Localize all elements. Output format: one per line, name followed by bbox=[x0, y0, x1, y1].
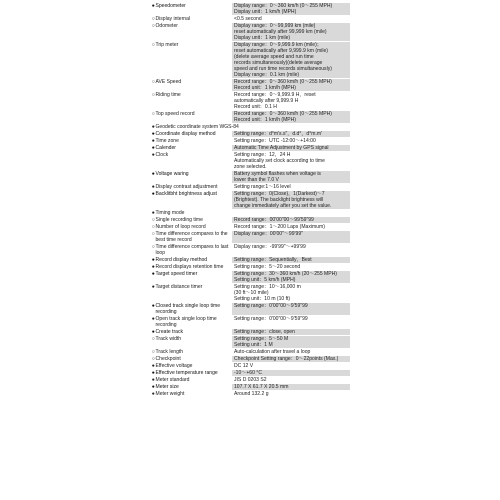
spec-label-cell bbox=[150, 23, 232, 41]
spec-label-cell bbox=[150, 271, 232, 283]
spec-value-cell bbox=[232, 224, 350, 230]
spec-value-line: Record range：0～360 km/h (0～255 MPH) bbox=[234, 79, 332, 85]
spec-value-cell bbox=[232, 363, 350, 369]
spec-value-cell bbox=[232, 231, 350, 243]
spec-value-line: DC 12 V bbox=[234, 363, 254, 369]
spec-value-cell bbox=[232, 271, 350, 283]
spec-value-line: zone selected. bbox=[234, 164, 267, 170]
spec-row bbox=[150, 124, 350, 131]
spec-value-cell bbox=[232, 79, 350, 91]
spec-value-line: Setting unit：10 m (10 ft) bbox=[234, 296, 291, 302]
spec-label: Create track bbox=[155, 329, 183, 335]
spec-row bbox=[150, 363, 350, 370]
filled-bullet-icon: ● bbox=[151, 316, 155, 322]
spec-label: Odometer bbox=[155, 23, 178, 29]
spec-value-line: reset automatically after 9,999.9 km (mile) bbox=[234, 48, 328, 54]
spec-row bbox=[150, 384, 350, 391]
spec-label: Target distance timer bbox=[155, 284, 203, 290]
spec-value-line: Setting range：5～50 M bbox=[234, 336, 289, 342]
spec-label-cell bbox=[150, 284, 232, 302]
spec-label-cell bbox=[150, 377, 232, 383]
spec-value-cell bbox=[232, 152, 350, 170]
spec-row bbox=[150, 284, 350, 303]
spec-label-cell bbox=[150, 329, 232, 335]
spec-value-cell bbox=[232, 336, 350, 348]
spec-label: Calender bbox=[155, 145, 176, 151]
spec-value-line: Display range：-99'99"～+99'99 bbox=[234, 244, 306, 250]
spec-row bbox=[150, 92, 350, 111]
spec-value-line: Battery symbol flashes when voltage is bbox=[234, 171, 321, 177]
spec-label: Record display method bbox=[155, 257, 208, 263]
hollow-bullet-icon: ○ bbox=[151, 356, 155, 362]
spec-value-cell bbox=[232, 23, 350, 41]
spec-value-line: Display range：0～99,999 km (mile) bbox=[234, 23, 316, 29]
hollow-bullet-icon: ○ bbox=[151, 79, 155, 85]
spec-label: AVE Speed bbox=[155, 79, 182, 85]
spec-value-cell bbox=[232, 316, 350, 328]
spec-label-cell bbox=[150, 3, 232, 15]
spec-value-line: Display range：0～360 km/h (0～255 MPH) bbox=[234, 3, 333, 9]
spec-value-line: Setting unit：1 M bbox=[234, 342, 273, 348]
spec-label: Single recording time bbox=[155, 217, 203, 223]
spec-label-cell bbox=[150, 391, 232, 397]
spec-label-cell bbox=[150, 145, 232, 151]
spec-label: Number of loop record bbox=[155, 224, 206, 230]
spec-label: Checkpoint bbox=[155, 356, 181, 362]
hollow-bullet-icon: ○ bbox=[151, 16, 155, 22]
spec-value-line: Setting range：5～20 second bbox=[234, 264, 301, 270]
spec-value-cell bbox=[232, 356, 350, 362]
spec-value-line: Checkpoint Setting range：0～22points (Max.) bbox=[234, 356, 339, 362]
spec-label-cell bbox=[150, 191, 232, 209]
hollow-bullet-icon: ○ bbox=[151, 244, 155, 250]
spec-label-cell bbox=[150, 370, 232, 376]
spec-row bbox=[150, 191, 350, 210]
spec-value-line: JIS D 0203 S2 bbox=[234, 377, 267, 383]
spec-value-line: (delete average speed and run time bbox=[234, 54, 314, 60]
spec-value-cell bbox=[232, 145, 350, 151]
spec-label-cell bbox=[150, 384, 232, 390]
spec-label-cell bbox=[150, 152, 232, 170]
filled-bullet-icon: ● bbox=[151, 370, 155, 376]
hollow-bullet-icon: ○ bbox=[151, 224, 155, 230]
spec-row bbox=[150, 356, 350, 363]
spec-value-cell bbox=[232, 184, 350, 190]
spec-value-line: Record range：0～9,999.9 H，reset bbox=[234, 92, 316, 98]
spec-label: Trip meter bbox=[155, 42, 179, 48]
spec-value-cell bbox=[232, 191, 350, 209]
spec-value-line: Setting unit：5 km/h (MPH) bbox=[234, 277, 296, 283]
spec-label: Meter size bbox=[155, 384, 179, 390]
filled-bullet-icon: ● bbox=[151, 377, 155, 383]
spec-value-line: Record range：0～360 km/h (0～255 MPH) bbox=[234, 111, 332, 117]
spec-row bbox=[150, 171, 350, 184]
spec-label: Meter weight bbox=[155, 391, 185, 397]
spec-value-line: Automatic Time Adjustment by GPS signal bbox=[234, 145, 329, 151]
spec-value-line: <0.5 second bbox=[234, 16, 262, 22]
spec-row bbox=[150, 329, 350, 336]
spec-value-line: Display range：0.1 km (mile) bbox=[234, 72, 300, 78]
spec-row bbox=[150, 111, 350, 124]
spec-label: Top speed record bbox=[155, 111, 195, 117]
spec-label-cell bbox=[150, 356, 232, 362]
spec-row bbox=[150, 349, 350, 356]
hollow-bullet-icon: ○ bbox=[151, 92, 155, 98]
spec-value-cell bbox=[232, 257, 350, 263]
spec-table bbox=[150, 3, 350, 398]
spec-value-cell bbox=[232, 171, 350, 183]
spec-value-line: -10～+60 °C bbox=[234, 370, 262, 376]
spec-value-cell bbox=[232, 329, 350, 335]
spec-row bbox=[150, 184, 350, 191]
spec-label-cell bbox=[150, 79, 232, 91]
spec-value-cell bbox=[232, 303, 350, 315]
filled-bullet-icon: ● bbox=[151, 210, 155, 216]
spec-label: Effective voltage bbox=[155, 363, 193, 369]
spec-row bbox=[150, 316, 350, 329]
spec-label: Time zone bbox=[155, 138, 179, 144]
spec-value-cell bbox=[232, 377, 350, 383]
spec-value-line: automatically after 9,999.9 H bbox=[234, 98, 299, 104]
spec-value-line: change immediately after you set the value. bbox=[234, 203, 332, 209]
spec-row bbox=[150, 303, 350, 316]
spec-label-cell bbox=[150, 16, 232, 22]
spec-value-cell bbox=[232, 16, 350, 22]
spec-section-heading bbox=[150, 210, 350, 216]
spec-value-cell bbox=[232, 138, 350, 144]
filled-bullet-icon: ● bbox=[151, 271, 155, 277]
spec-label: Clock bbox=[155, 152, 169, 158]
spec-row bbox=[150, 42, 350, 79]
spec-label-cell bbox=[150, 171, 232, 183]
spec-value-line: Setting range：d°m's.s"，d.d°，d°m.m' bbox=[234, 131, 323, 137]
spec-value-line: Automatically set clock according to time bbox=[234, 158, 325, 164]
spec-value-line: Around 132.2 g bbox=[234, 391, 269, 397]
spec-value-cell bbox=[232, 92, 350, 110]
filled-bullet-icon: ● bbox=[151, 3, 155, 9]
spec-label-cell bbox=[150, 264, 232, 270]
filled-bullet-icon: ● bbox=[151, 363, 155, 369]
spec-label-cell bbox=[150, 244, 232, 256]
filled-bullet-icon: ● bbox=[151, 152, 155, 158]
spec-value-cell bbox=[232, 384, 350, 390]
spec-row bbox=[150, 271, 350, 284]
spec-value-line: lower than the 7.0 V bbox=[234, 177, 279, 183]
spec-label-cell bbox=[150, 92, 232, 110]
spec-value-cell bbox=[232, 391, 350, 397]
spec-value-line: speed and run time records simultaneously) bbox=[234, 66, 332, 72]
spec-label: Closed track single loop time recording bbox=[155, 303, 221, 315]
spec-value-line: Setting range：Sequentially，Best bbox=[234, 257, 312, 263]
filled-bullet-icon: ● bbox=[151, 171, 155, 177]
filled-bullet-icon: ● bbox=[151, 138, 155, 144]
spec-label: Display internal bbox=[155, 16, 191, 22]
spec-value-line: reset automatically after 99,999 km (mile) bbox=[234, 29, 327, 35]
spec-label: Time difference compares to last loop bbox=[155, 244, 229, 256]
spec-section-heading bbox=[150, 124, 350, 130]
spec-value-line: Setting range：UTC -12:00～+14:00 bbox=[234, 138, 316, 144]
spec-value-line: Setting range：0(Close)，1(Darkest)～7 bbox=[234, 191, 325, 197]
filled-bullet-icon: ● bbox=[151, 131, 155, 137]
spec-value-line: Display range：0～9,999.9 km (mile)； bbox=[234, 42, 322, 48]
spec-row bbox=[150, 138, 350, 145]
spec-value-line: (Brightest). The backlight brightness will bbox=[234, 197, 324, 203]
filled-bullet-icon: ● bbox=[151, 184, 155, 190]
spec-row bbox=[150, 131, 350, 138]
spec-label: Target speed timer bbox=[155, 271, 198, 277]
spec-label: Time difference compares to the best time record bbox=[155, 231, 228, 243]
spec-row bbox=[150, 224, 350, 231]
spec-row bbox=[150, 231, 350, 244]
spec-value-cell bbox=[232, 264, 350, 270]
spec-label: Backlitbht brightness adjust bbox=[155, 191, 217, 197]
spec-value-cell bbox=[232, 244, 350, 256]
spec-label-cell bbox=[150, 111, 232, 123]
spec-value-cell bbox=[232, 284, 350, 302]
filled-bullet-icon: ● bbox=[151, 303, 155, 309]
spec-value-cell bbox=[232, 370, 350, 376]
spec-value-cell bbox=[232, 217, 350, 223]
filled-bullet-icon: ● bbox=[151, 284, 155, 290]
hollow-bullet-icon: ○ bbox=[151, 336, 155, 342]
filled-bullet-icon: ● bbox=[151, 384, 155, 390]
filled-bullet-icon: ● bbox=[151, 329, 155, 335]
spec-value-line: Record range：00'00"00～99'59"99 bbox=[234, 217, 314, 223]
hollow-bullet-icon: ○ bbox=[151, 231, 155, 237]
spec-label: Effective temperature range bbox=[155, 370, 218, 376]
spec-value-line: Setting range:1～16 level bbox=[234, 184, 291, 190]
hollow-bullet-icon: ○ bbox=[151, 42, 155, 48]
spec-row bbox=[150, 16, 350, 23]
spec-row bbox=[150, 79, 350, 92]
hollow-bullet-icon: ○ bbox=[151, 349, 155, 355]
spec-value-line: 107.7 X 61.7 X 20.5 mm bbox=[234, 384, 289, 390]
spec-label: Track width bbox=[155, 336, 182, 342]
spec-row bbox=[150, 391, 350, 398]
spec-value-line: Setting range：0'00"00～9'59"99 bbox=[234, 303, 308, 309]
spec-label-cell bbox=[150, 349, 232, 355]
spec-row bbox=[150, 336, 350, 349]
spec-row bbox=[150, 244, 350, 257]
filled-bullet-icon: ● bbox=[151, 145, 155, 151]
hollow-bullet-icon: ○ bbox=[151, 23, 155, 29]
spec-row bbox=[150, 145, 350, 152]
spec-label: Record displays retention time bbox=[155, 264, 224, 270]
filled-bullet-icon: ● bbox=[151, 264, 155, 270]
filled-bullet-icon: ● bbox=[151, 124, 155, 130]
spec-label-cell bbox=[150, 363, 232, 369]
spec-label: Speedometer bbox=[155, 3, 186, 9]
spec-label: Coordinate display method bbox=[155, 131, 216, 137]
spec-value-cell bbox=[232, 131, 350, 137]
spec-row bbox=[150, 152, 350, 171]
spec-value-line: Record unit：1 km/h (MPH) bbox=[234, 117, 296, 123]
spec-row bbox=[150, 210, 350, 217]
spec-value-line: Auto-calculation after travel a loop bbox=[234, 349, 311, 355]
spec-value-line: records simultaneously)(delete average bbox=[234, 60, 323, 66]
filled-bullet-icon: ● bbox=[151, 257, 155, 263]
spec-value-cell bbox=[232, 111, 350, 123]
spec-value-line: Setting range：10～16,000 m bbox=[234, 284, 301, 290]
spec-value-line: Record range：1～200 Laps (Maximum) bbox=[234, 224, 325, 230]
spec-value-line: Display range：00'00"～99'99" bbox=[234, 231, 303, 237]
spec-value-line: Record unit：0.1 H bbox=[234, 104, 277, 110]
spec-value-line: Display unit：1 km (mile) bbox=[234, 35, 291, 41]
spec-row bbox=[150, 370, 350, 377]
spec-value-line: (30 ft～10 mile) bbox=[234, 290, 269, 296]
spec-label-cell bbox=[150, 131, 232, 137]
spec-label-cell bbox=[150, 217, 232, 223]
spec-label-cell bbox=[150, 336, 232, 348]
spec-label: Meter standard bbox=[155, 377, 190, 383]
spec-label: Voltage waring bbox=[155, 171, 189, 177]
spec-label-cell bbox=[150, 184, 232, 190]
spec-row bbox=[150, 217, 350, 224]
hollow-bullet-icon: ○ bbox=[151, 111, 155, 117]
spec-row bbox=[150, 23, 350, 42]
spec-label: Riding time bbox=[155, 92, 181, 98]
spec-value-cell bbox=[232, 42, 350, 78]
spec-row bbox=[150, 3, 350, 16]
filled-bullet-icon: ● bbox=[151, 391, 155, 397]
spec-label: Open track single loop time recording bbox=[155, 316, 217, 328]
spec-label-cell bbox=[150, 303, 232, 315]
spec-label-cell bbox=[150, 224, 232, 230]
spec-label: Timing mode bbox=[155, 210, 185, 216]
spec-value-cell bbox=[232, 3, 350, 15]
spec-label-cell bbox=[150, 231, 232, 243]
spec-label: Display contrast adjustment bbox=[155, 184, 218, 190]
spec-row bbox=[150, 377, 350, 384]
spec-row bbox=[150, 264, 350, 271]
spec-value-cell bbox=[232, 349, 350, 355]
spec-label-cell bbox=[150, 138, 232, 144]
spec-value-line: Setting range：close, open bbox=[234, 329, 295, 335]
spec-value-line: Setting range：12，24 H bbox=[234, 152, 291, 158]
spec-label-cell bbox=[150, 42, 232, 78]
spec-label: Track length bbox=[155, 349, 184, 355]
spec-value-line: Setting range：30～360 km/h (20～255 MPH) bbox=[234, 271, 337, 277]
spec-row bbox=[150, 257, 350, 264]
filled-bullet-icon: ● bbox=[151, 191, 155, 197]
spec-value-line: Setting range：0'00"00～9'59"99 bbox=[234, 316, 308, 322]
hollow-bullet-icon: ○ bbox=[151, 217, 155, 223]
spec-label: Geodetic coordinate system WGS-84 bbox=[155, 124, 239, 130]
spec-value-line: Record unit：1 km/h (MPH) bbox=[234, 85, 296, 91]
spec-label-cell bbox=[150, 257, 232, 263]
spec-label-cell bbox=[150, 316, 232, 328]
spec-value-line: Display unit：1 km/h (MPH) bbox=[234, 9, 297, 15]
